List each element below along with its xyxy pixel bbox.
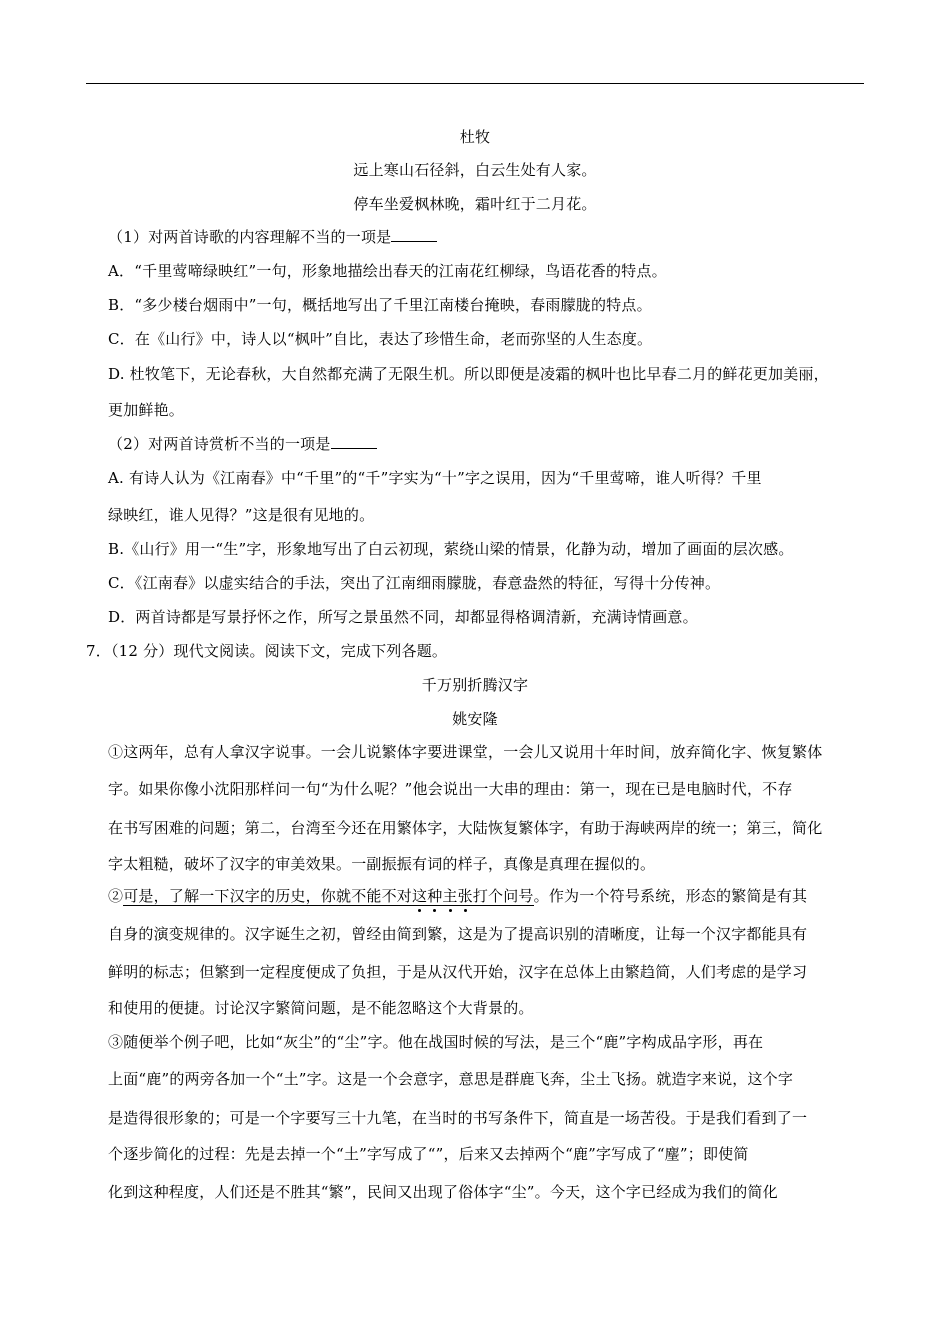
question-1-option-d-line-1: D. 杜牧笔下，无论春秋，大自然都充满了无限生机。所以即便是凌霜的枫叶也比早春二月的鲜花更加美丽， xyxy=(108,365,829,383)
paragraph-3-line-4: 个逐步简化的过程：先是去掉一个“土”字写成了“”，后来又去掉两个“鹿”字写成了“麈”；即使简 xyxy=(108,1145,749,1163)
header-rule xyxy=(86,83,864,84)
paragraph-3-line-3: 是造得很形象的；可是一个字要写三十九笔，在当时的书写条件下，简直是一场苦役。于是我们看到了一 xyxy=(108,1109,808,1127)
poem-line-2: 停车坐爱枫林晚，霜叶红于二月花。 xyxy=(353,195,597,213)
question-2-option-a-line-2: 绿映红，谁人见得？”这是很有见地的。 xyxy=(108,506,375,524)
article-title: 千万别折腾汉字 xyxy=(421,676,529,694)
dotted-char: 这 xyxy=(412,887,428,905)
question-2-option-a-line-1: A. 有诗人认为《江南春》中“千里”的“千”字实为“十”字之误用，因为“千里莺啼，谁人听得？千里 xyxy=(108,469,762,487)
question-2-text: （2）对两首诗赏析不当的一项是 xyxy=(108,435,331,453)
question-1-option-d-line-2: 更加鲜艳。 xyxy=(108,401,185,419)
underlined-phrase: 可是，了解一下汉字的历史，你就不能不对 xyxy=(123,887,413,905)
question-1-stem xyxy=(108,227,437,247)
paragraph-1-line-3: 在书写困难的问题；第二，台湾至今还在用繁体字，大陆恢复繁体字，有助于海峡两岸的统一；第三，简化 xyxy=(108,819,823,837)
paragraph-3-line-1: ③随便举个例子吧，比如“灰尘”的“尘”字。他在战国时候的写法，是三个“鹿”字构成品字形，再在 xyxy=(108,1033,764,1051)
underlined-phrase: 打个问号 xyxy=(472,887,534,905)
dotted-char: 主 xyxy=(442,887,458,905)
paragraph-1-line-2: 字。如果你像小沈阳那样问一句“为什么呢？”他会说出一大串的理由：第一，现在已是电脑时代，不存 xyxy=(108,780,793,798)
paragraph-2-text: 。作为一个符号系统，形态的繁简是有其 xyxy=(533,887,808,905)
paragraph-2-line-1 xyxy=(108,886,807,906)
paragraph-1-line-1: ①这两年，总有人拿汉字说事。一会儿说繁体字要进课堂，一会儿又说用十年时间，放弃简化字、恢复繁体 xyxy=(108,743,823,761)
question-1-text: （1）对两首诗歌的内容理解不当的一项是 xyxy=(108,228,392,246)
question-7-heading: 7．（12 分）现代文阅读。阅读下文，完成下列各题。 xyxy=(86,642,448,660)
question-2-option-c: C．《江南春》以虚实结合的手法，突出了江南细雨朦胧，春意盎然的特征，写得十分传神。 xyxy=(108,574,721,592)
answer-blank xyxy=(391,227,437,242)
dotted-char: 种 xyxy=(427,887,443,905)
dotted-char: 张 xyxy=(457,887,473,905)
question-2-stem xyxy=(108,434,377,454)
answer-blank xyxy=(331,434,377,449)
paragraph-2-line-3: 鲜明的标志；但繁到一定程度便成了负担，于是从汉代开始，汉字在总体上由繁趋简，人们考虑的是学习 xyxy=(108,963,808,981)
paragraph-3-line-5: 化到这种程度，人们还是不胜其“繁”，民间又出现了俗体字“尘”。今天，这个字已经成为我们的简化 xyxy=(108,1183,778,1201)
paragraph-2-number: ② xyxy=(108,887,124,905)
poem-author: 杜牧 xyxy=(459,128,491,146)
question-1-option-b: B．“多少楼台烟雨中”一句，概括地写出了千里江南楼台掩映，春雨朦胧的特点。 xyxy=(108,296,652,314)
paragraph-2-line-4: 和使用的便捷。讨论汉字繁简问题，是不能忽略这个大背景的。 xyxy=(108,999,534,1017)
paragraph-1-line-4: 字太粗糙，破坏了汉字的审美效果。一副振振有词的样子，真像是真理在握似的。 xyxy=(108,855,656,873)
paragraph-3-line-2: 上面“鹿”的两旁各加一个“土”字。这是一个会意字，意思是群鹿飞奔，尘土飞扬。就造字来说，这个字 xyxy=(108,1070,794,1088)
paragraph-2-line-2: 自身的演变规律的。汉字诞生之初，曾经由简到繁，这是为了提高识别的清晰度，让每一个汉字都能具有 xyxy=(108,925,808,943)
question-2-option-d: D．两首诗都是写景抒怀之作，所写之景虽然不同，却都显得格调清新，充满诗情画意。 xyxy=(108,608,698,626)
article-author: 姚安隆 xyxy=(452,710,498,728)
question-1-option-c: C．在《山行》中，诗人以“枫叶”自比，表达了珍惜生命，老而弥坚的人生态度。 xyxy=(108,330,653,348)
question-2-option-b: B.《山行》用一“生”字，形象地写出了白云初现，萦绕山梁的情景，化静为动，增加了画面的层次感。 xyxy=(108,540,794,558)
question-1-option-a: A．“千里莺啼绿映红”一句，形象地描绘出春天的江南花红柳绿，鸟语花香的特点。 xyxy=(108,262,667,280)
poem-line-1: 远上寒山石径斜，白云生处有人家。 xyxy=(353,161,597,179)
